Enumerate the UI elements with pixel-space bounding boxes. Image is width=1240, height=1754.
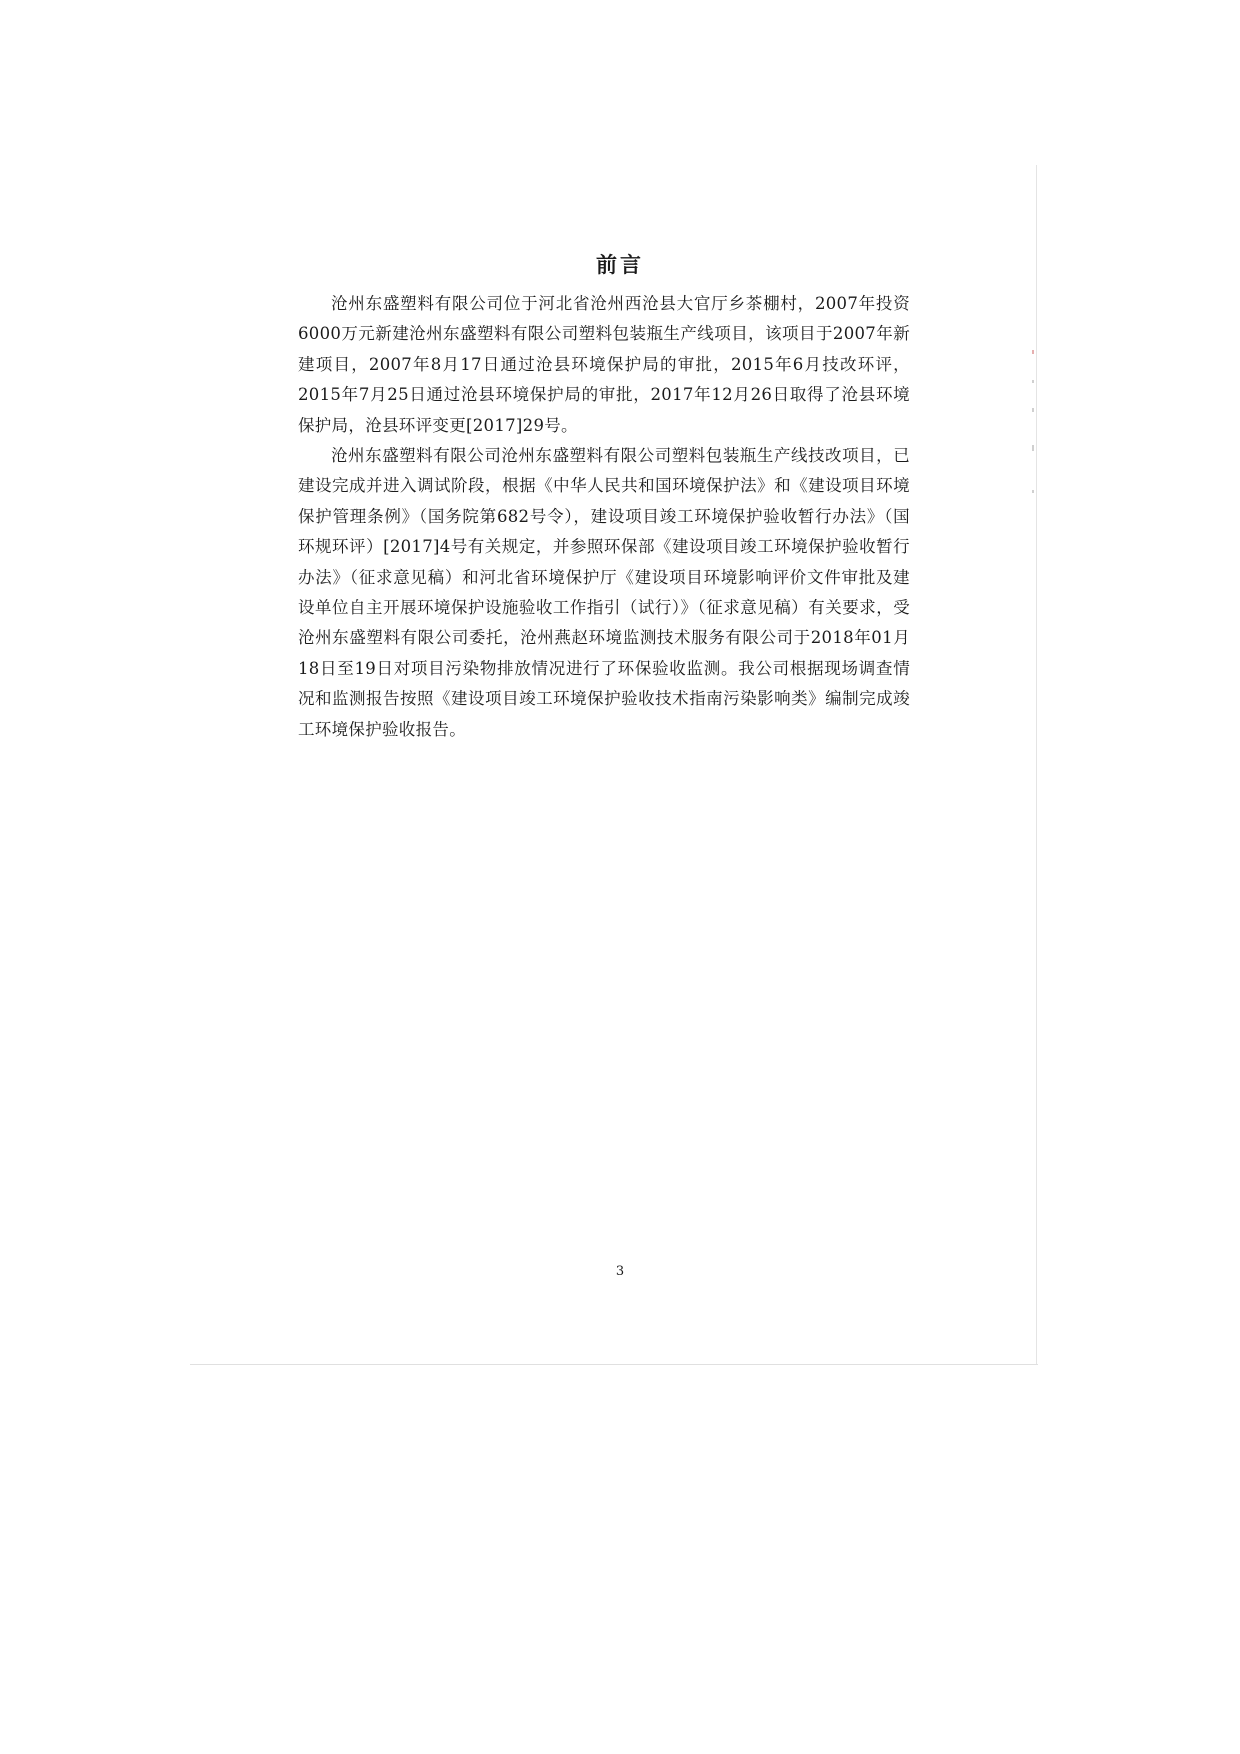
paragraph: 沧州东盛塑料有限公司沧州东盛塑料有限公司塑料包装瓶生产线技改项目，已建设完成并进入调试阶段，根据《中华人民共和国环境保护法》和《建设项目环境保护管理条例》（国务院第682号令），建设项目竣工环境保护验收暂行办法》（国环规环评）[2017]4号有关规定，并参照环保部《建设项目竣工环境保护验收暂行办法》（征求意见稿）和河北省环境保护厅《建设项目环境影响评价文件审批及建设单位自主开展环境保护设施验收工作指引（试行）》（征求意见稿）有关要求，受沧州东盛塑料有限公司委托，沧州燕赵环境监测技术服务有限公司于2018年01月18日至19日对项目污染物排放情况进行了环保验收监测。我公司根据现场调查情况和监测报告按照《建设项目竣工环境保护验收技术指南污染影响类》编制完成竣工环境保护验收报告。 — [298, 446, 910, 739]
scan-edge-right — [1036, 165, 1037, 1365]
scan-margin-marks — [1030, 350, 1036, 500]
page-title: 前言 — [596, 252, 644, 277]
scan-edge-bottom — [190, 1364, 1038, 1365]
paragraph: 沧州东盛塑料有限公司位于河北省沧州西沧县大官厅乡茶棚村，2007年投资6000万元新建沧州东盛塑料有限公司塑料包装瓶生产线项目，该项目于2007年新建项目，2007年8月17日通过沧县环境保护局的审批，2015年6月技改环评，2015年7月25日通过沧县环境保护局的审批，2017年12月26日取得了沧县环境保护局，沧县环评变更[2017]29号。 — [298, 294, 910, 435]
body-text — [298, 289, 910, 745]
page-number: 3 — [615, 1264, 625, 1279]
